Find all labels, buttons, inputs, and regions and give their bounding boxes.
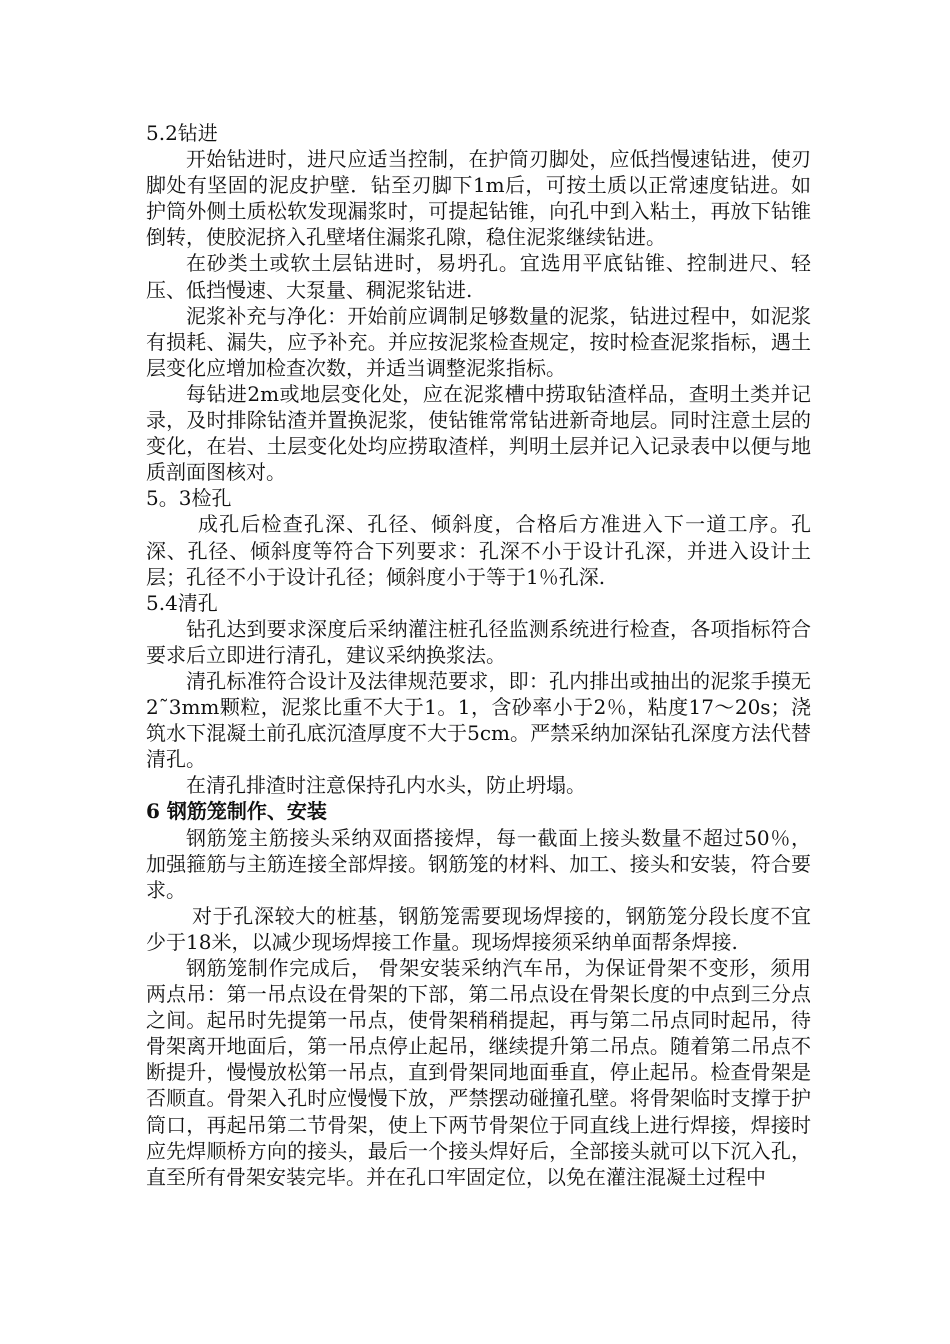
paragraph: 在砂类土或软土层钻进时，易坍孔。宜选用平底钻锥、控制进尺、轻压、低挡慢速、大泵量、稠泥浆钻进. <box>146 251 811 302</box>
paragraph: 成孔后检查孔深、孔径、倾斜度，合格后方准进入下一道工序。孔深、孔径、倾斜度等符合下列要求：孔深不小于设计孔深，并进入设计土层；孔径不小于设计孔径；倾斜度小于等于1％孔深. <box>146 512 811 589</box>
section-5-3-heading: 5。3检孔 <box>146 486 232 511</box>
section-5-2-heading: 5.2钻进 <box>146 121 218 145</box>
paragraph: 对于孔深较大的桩基，钢筋笼需要现场焊接的，钢筋笼分段长度不宜少于18米，以减少现场焊接工作量。现场焊接须采纳单面帮条焊接. <box>146 903 811 954</box>
paragraph: 钢筋笼制作完成后， 骨架安装采纳汽车吊，为保证骨架不变形，须用两点吊：第一吊点设在骨架的下部，第二吊点设在骨架长度的中点到三分点之间。起吊时先提第一吊点，使骨架稍稍提起，再与第二吊点同时起吊，待骨架离开地面后，第一吊点停止起吊，继续提升第二吊点。随着第二吊点不断提升，慢慢放松第一吊点，直到骨架同地面垂直，停止起吊。检查骨架是否顺直。骨架入孔时应慢慢下放，严禁摆动碰撞孔壁。将骨架临时支撑于护筒口，再起吊第二节骨架，使上下两节骨架位于同直线上进行焊接，焊接时应先焊顺桥方向的接头，最后一个接头焊好后，全部接头就可以下沉入孔，直至所有骨架安装完毕。并在孔口牢固定位，以免在灌注混凝土过程中 <box>146 956 811 1189</box>
paragraph: 开始钻进时，进尺应适当控制，在护筒刃脚处，应低挡慢速钻进，使刃脚处有坚固的泥皮护壁．钻至刃脚下1m后，可按土质以正常速度钻进。如护筒外侧土质松软发现漏浆时，可提起钻锥，向孔中到入粘土，再放下钻锥倒转，使胶泥挤入孔壁堵住漏浆孔隙，稳住泥浆继续钻进。 <box>146 147 811 250</box>
paragraph: 每钻进2m或地层变化处，应在泥浆槽中捞取钻渣样品，查明土类并记录，及时排除钻渣并置换泥浆，使钻锥常常钻进新奇地层。同时注意土层的变化，在岩、土层变化处均应捞取渣样，判明土层并记入记录表中以便与地质剖面图核对。 <box>146 381 811 485</box>
paragraph: 清孔标准符合设计及法律规范要求，即：孔内排出或抽出的泥浆手摸无2˜3mm颗粒，泥浆比重不大于1。1，含砂率小于2％，粘度17～20s；浇筑水下混凝土前孔底沉渣厚度不大于5cm。严禁采纳加深钻孔深度方法代替清孔。 <box>146 668 811 772</box>
paragraph: 钢筋笼主筋接头采纳双面搭接焊，每一截面上接头数量不超过50％，加强箍筋与主筋连接全部焊接。钢筋笼的材料、加工、接头和安装，符合要求。 <box>146 825 811 902</box>
paragraph: 钻孔达到要求深度后采纳灌注桩孔径监测系统进行检查，各项指标符合要求后立即进行清孔，建议采纳换浆法。 <box>146 616 811 667</box>
paragraph: 在清孔排渣时注意保持孔内水头，防止坍塌。 <box>186 773 586 798</box>
section-5-4-heading: 5.4清孔 <box>146 590 218 615</box>
section-6-heading: 6 钢筋笼制作、安装 <box>146 799 327 824</box>
paragraph: 泥浆补充与净化：开始前应调制足够数量的泥浆，钻进过程中，如泥浆有损耗、漏失，应予补充。并应按泥浆检查规定，按时检查泥浆指标，遇土层变化应增加检查次数，并适当调整泥浆指标。 <box>146 303 811 380</box>
document-page <box>146 120 811 1190</box>
